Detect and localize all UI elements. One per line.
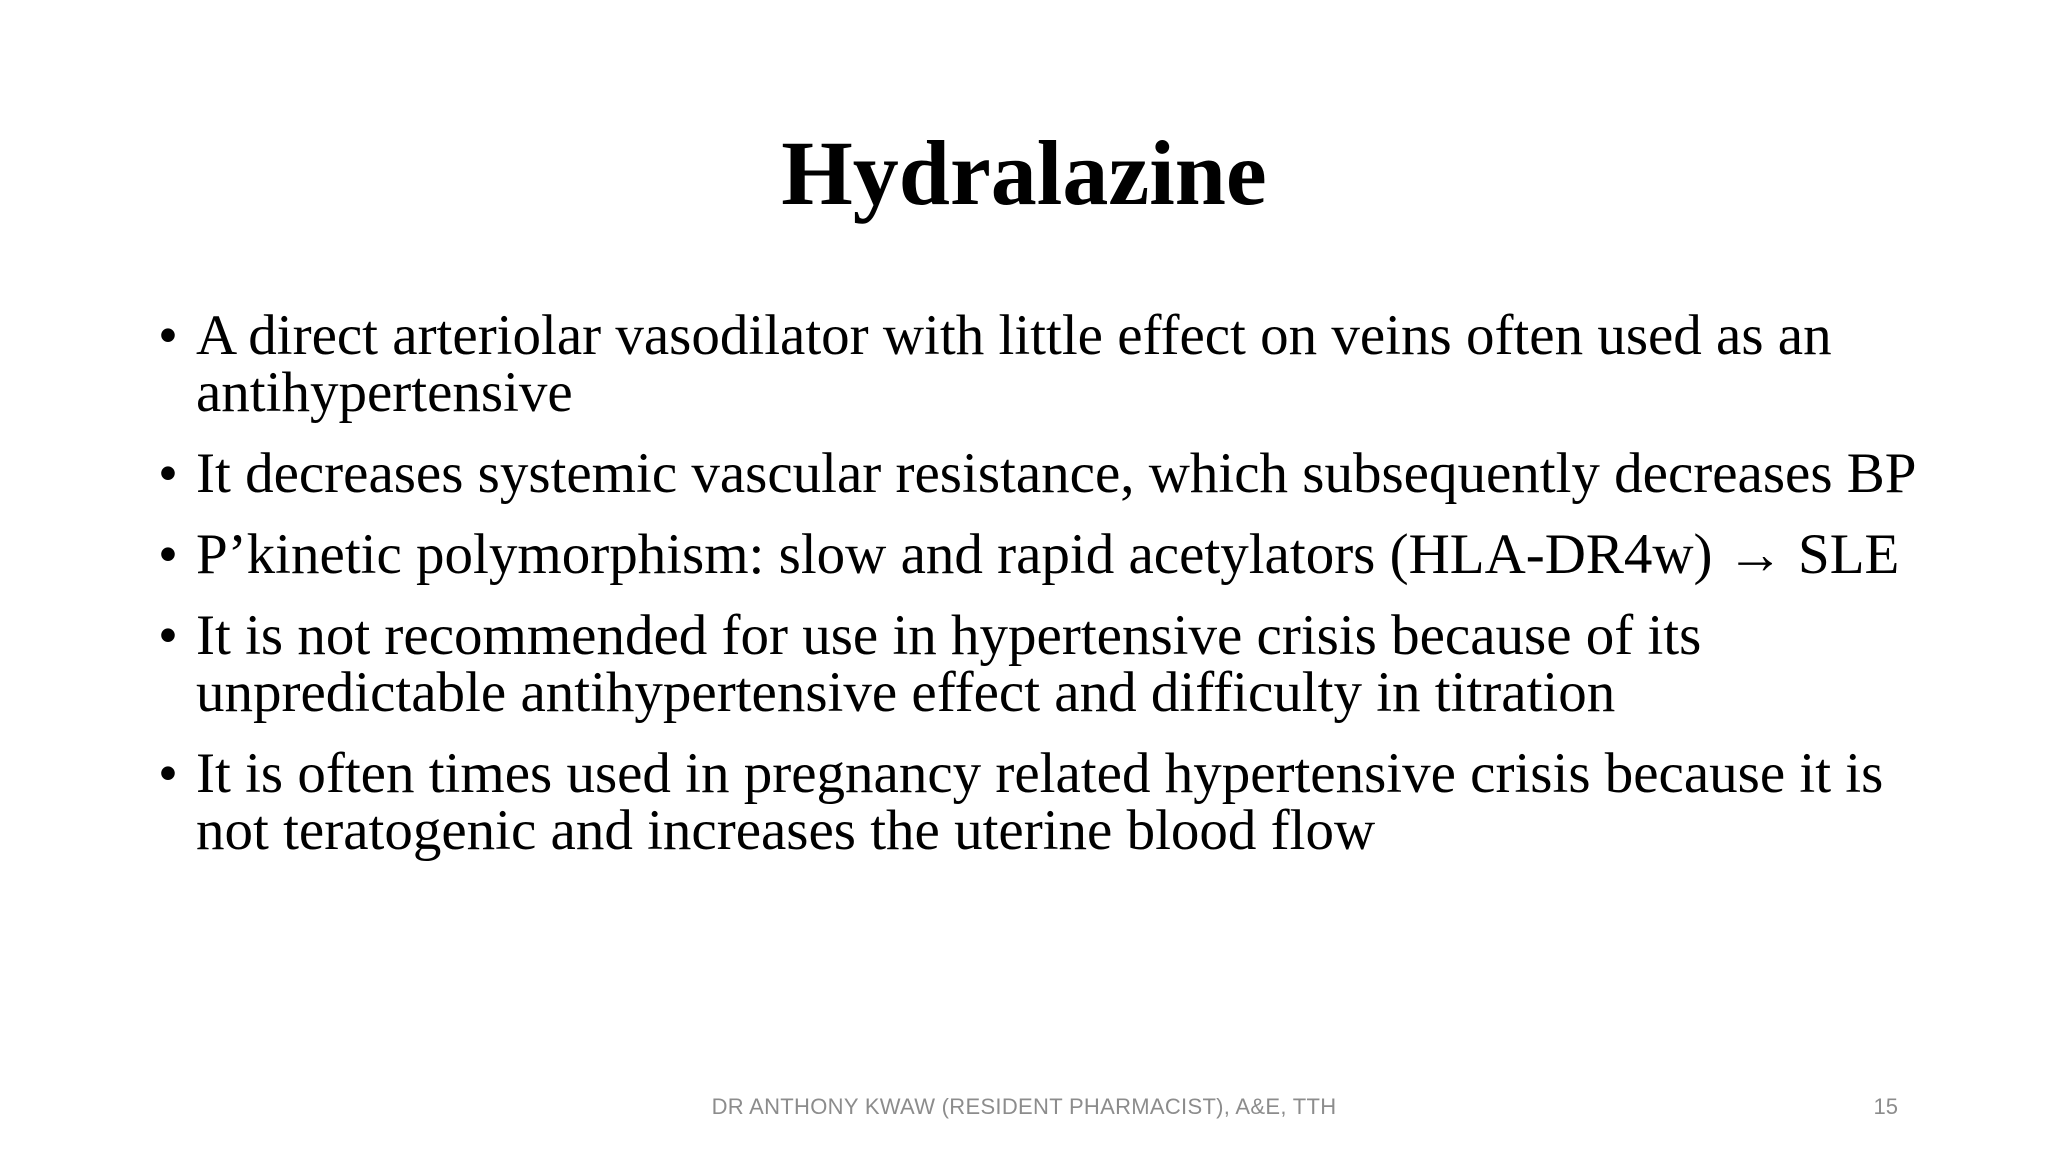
page-number: 15 (1873, 1094, 1898, 1119)
bullet-icon: • (158, 604, 178, 667)
bullet-text: It is often times used in pregnancy related hypertensive crisis because it is not teratogenic and increases the uterine blood flow (196, 742, 1884, 862)
list-item (158, 523, 1938, 586)
bullet-text: It is not recommended for use in hypertensive crisis because of its unpredictable antihypertensive effect and difficulty in titration (196, 604, 1702, 724)
bullet-icon: • (158, 742, 178, 805)
bullet-text: A direct arteriolar vasodilator with little effect on veins often used as an antihypertensive (196, 304, 1832, 424)
slide-footer: DR ANTHONY KWAW (RESIDENT PHARMACIST), A&E, TTH (711, 1094, 1337, 1119)
slide-title: Hydralazine (781, 122, 1267, 224)
list-item (158, 442, 1938, 505)
bullet-icon: • (158, 304, 178, 367)
list-item (158, 604, 1938, 724)
list-item (158, 742, 1938, 862)
bullet-icon: • (158, 523, 178, 586)
bullet-list (158, 304, 1938, 883)
bullet-text: It decreases systemic vascular resistance, which subsequently decreases BP (196, 442, 1917, 505)
bullet-icon: • (158, 442, 178, 505)
list-item (158, 304, 1938, 424)
bullet-text: P’kinetic polymorphism: slow and rapid acetylators (HLA-DR4w) → SLE (196, 523, 1900, 586)
